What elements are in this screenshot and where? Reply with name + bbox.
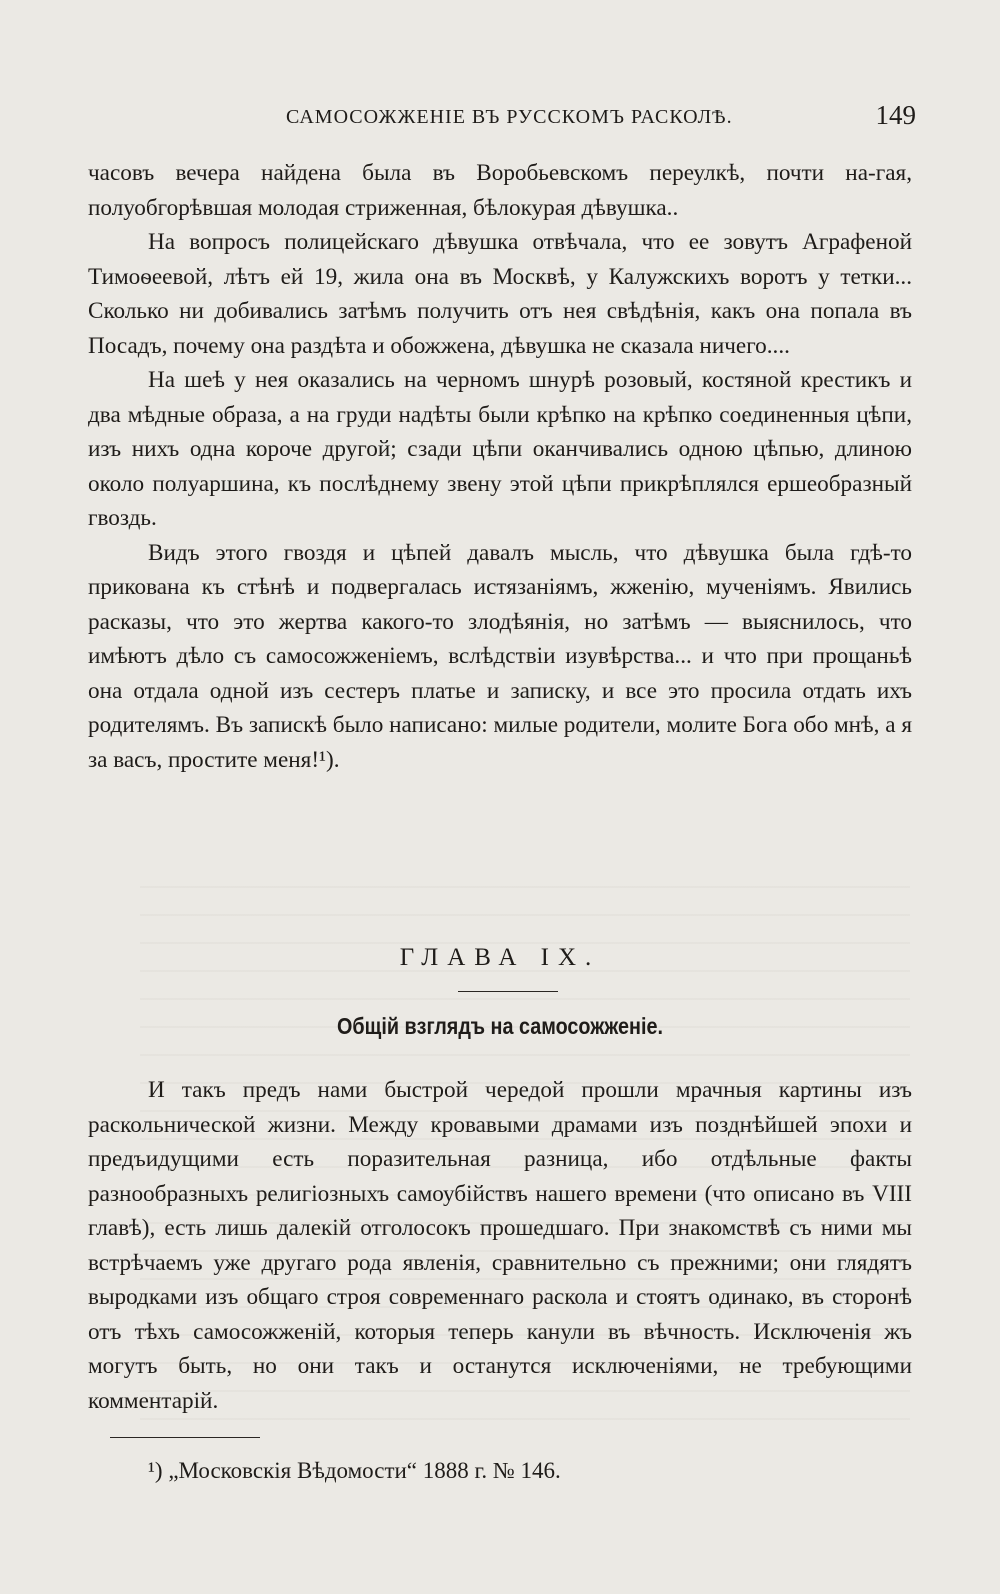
paragraph: На вопросъ полицейскаго дѣвушка отвѣчала, что ее зовутъ Аграфеной Тимоѳеевой, лѣтъ ей 19, жила она въ Москвѣ, у Калужскихъ воротъ у тетки... Сколько ни добивались затѣмъ получить отъ нея свѣдѣнія, какъ она попала въ Посадъ, почему она раздѣта и обожжена, дѣвушка не сказала ничего.... — [88, 229, 912, 359]
paragraph: На шеѣ у нея оказались на черномъ шнурѣ розовый, костяной крестикъ и два мѣдные образа, а на груди надѣты были крѣпко на крѣпко соединенныя цѣпи, изъ нихъ одна короче другой; сзади цѣпи оканчивались одною цѣпью, длиною около полуаршина, къ послѣднему звену этой цѣпи прикрѣплялся ершеобразный гвоздь. — [88, 367, 912, 531]
paragraph: И такъ предъ нами быстрой чередой прошли мрачныя картины изъ раскольнической жизни. Между кровавыми драмами изъ позднѣйшей эпохи и предъидущими есть поразительная разница, ибо отдѣльные факты разнообразныхъ религіозныхъ самоубійствъ нашего времени (что описано въ VIII главѣ), есть лишь далекій отголосокъ прошедшаго. При знакомствѣ съ ними мы встрѣчаемъ уже другаго рода явленія, сравнительно съ прежними; они глядятъ выродками изъ общаго строя современнаго раскола и стоятъ одинако, въ сторонѣ отъ тѣхъ самосожженій, которыя теперь канули въ вѣчность. Исключенія жъ могутъ быть, но они такъ и останутся исключеніями, не требующими комментарій. — [88, 1077, 912, 1414]
paragraph: Видъ этого гвоздя и цѣпей давалъ мысль, что дѣвушка была гдѣ-то прикована къ стѣнѣ и подвергалась истязаніямъ, жженію, мученіямъ. Явились расказы, что это жертва какого-то злодѣянія, но затѣмъ — выяснилось, что имѣютъ дѣло съ самосожженіемъ, вслѣдствіи изувѣрства... и что при прощаньѣ она отдала одной изъ сестеръ платье и записку, и все это просила отдать ихъ родителямъ. Въ запискѣ было написано: милые родители, молите Бога обо мнѣ, а я за васъ, простите меня!¹). — [88, 539, 912, 773]
footnote — [148, 1458, 561, 1484]
running-head: САМОСОЖЖЕНІЕ ВЪ РУССКОМЪ РАСКОЛѢ. — [286, 106, 733, 128]
footnote-text: „Московскія Вѣдомости“ 1888 г. № 146. — [168, 1458, 561, 1483]
chapter-divider — [458, 991, 558, 992]
footnote-divider — [110, 1437, 260, 1438]
page-number: 149 — [875, 100, 916, 130]
page-header — [88, 100, 920, 136]
footnote-marker: ¹) — [148, 1458, 163, 1483]
chapter-title: Общій взглядъ на самосожженіе. — [337, 1013, 663, 1039]
paragraph-continued: часовъ вечера найдена была въ Воробьевскомъ переулкѣ, почти на-гая, полуобгорѣвшая молодая стриженная, бѣлокурая дѣвушка.. — [88, 160, 912, 221]
body-text — [88, 156, 912, 777]
chapter-label: ГЛАВА IX. — [399, 944, 601, 971]
chapter-text — [88, 1073, 912, 1418]
